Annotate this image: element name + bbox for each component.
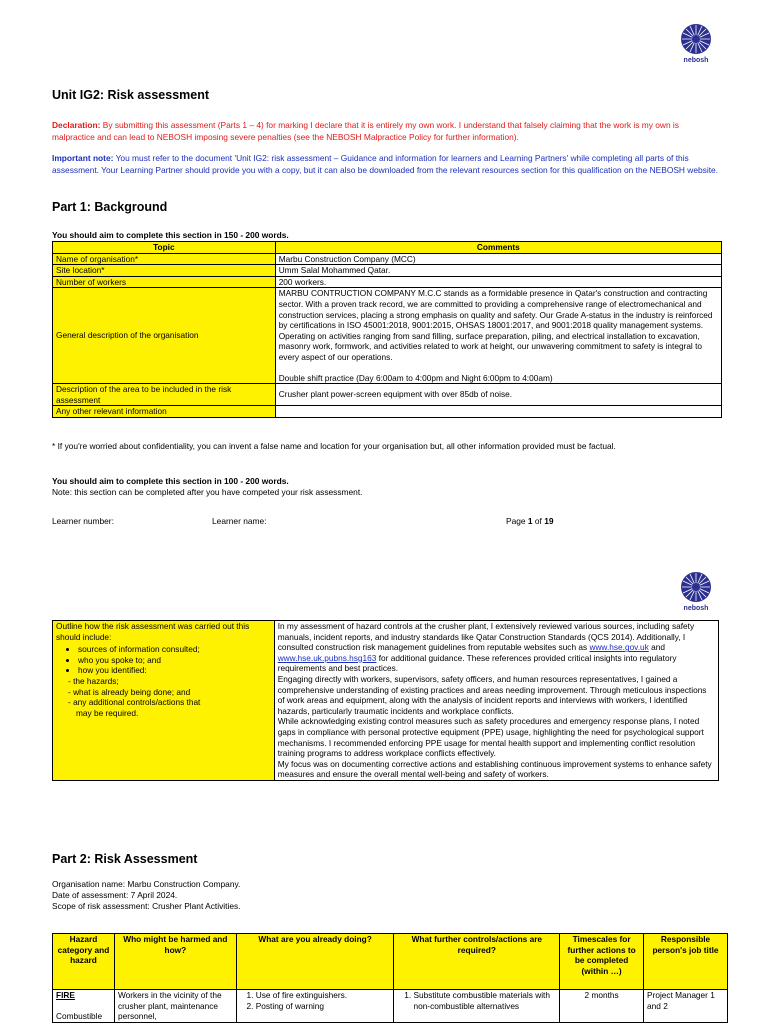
list-item: 1. Substitute combustible materials with non-combustible alternatives [413, 990, 556, 1011]
outline-text: and [648, 642, 665, 653]
hazard-name: Combustible [56, 1010, 103, 1021]
hsg163-link[interactable]: www.hse.uk.pubns.hsg163 [277, 652, 377, 663]
nebosh-logo [676, 570, 716, 622]
confidentiality-note: * If you're worried about confidentiality, you can invent a false name and location for your organisation but, all other information provided must be factual. [52, 441, 616, 451]
doing-list [240, 990, 391, 1011]
outline-answer-cell [274, 621, 718, 781]
declaration [52, 120, 722, 143]
page-of: of [532, 516, 545, 526]
topic-cell: Name of organisation* [53, 253, 276, 265]
comment-cell: 200 workers. [275, 276, 721, 288]
page-prefix: Page [506, 516, 528, 526]
outline-paragraph: While acknowledging existing control measures such as safety procedures and emergency response plans, I noted gaps in compliance with personal protective equipment (PPE) usage, highlighting the need for psychological support mechanisms. I recommended enforcing PPE usage for mental health support and implementing conflict resolution training programs to address workplace conflicts effectively. [277, 716, 704, 759]
outline-text: In my assessment of hazard controls at the crusher plant, I extensively reviewed various sources, including safety manuals, incident reports, and industry standards like Qatar Construction Standards (QCS 2014). Additionally, I consulted construction risk management guidelines from reputable websites such as [277, 621, 695, 653]
org-name: Organisation name: Marbu Construction Company. [52, 879, 241, 889]
part2-title: Part 2: Risk Assessment [52, 852, 198, 866]
important-text: You must refer to the document 'Unit IG2: risk assessment – Guidance and information for learners and Learning Partners' while completing all parts of this assessment. Your Learning Partner should provide you with a copy, but it can also be downloaded from the relevant resources section for this qualification on the NEBOSH website. [52, 153, 719, 175]
col-topic: Topic [53, 242, 276, 254]
outline-paragraph [278, 621, 715, 674]
outline-paragraph: My focus was on documenting corrective actions and establishing continuous improvement systems to enhance safety measures and ensure the overall mental well-being and safety of workers. [277, 758, 712, 780]
list-item: may be required. [76, 707, 139, 718]
col-comments: Comments [275, 242, 721, 254]
list-item: • sources of information consulted; [78, 644, 271, 655]
table-row [53, 265, 722, 277]
globe-icon [679, 570, 713, 604]
person-cell: Project Manager 1 and 2 [644, 990, 728, 1023]
list-item: - any additional controls/actions that [68, 697, 201, 708]
table-row [53, 406, 722, 418]
learner-name: Learner name: [212, 516, 267, 526]
background-table [52, 241, 722, 418]
comment-cell: Marbu Construction Company (MCC) [275, 253, 721, 265]
outline-bullets [56, 644, 271, 676]
topic-cell: Any other relevant information [53, 406, 276, 418]
topic-cell: General description of the organisation [53, 288, 276, 384]
outline-table [52, 620, 719, 781]
further-list [397, 990, 556, 1011]
topic-cell: Number of workers [53, 276, 276, 288]
declaration-label: Declaration: [52, 120, 101, 130]
list-item: • how you identified: [78, 665, 271, 676]
comment-cell: Crusher plant power-screen equipment with over 85db of noise. [275, 384, 721, 406]
page-num: 1 [527, 516, 533, 526]
outline-prompt-cell [53, 621, 275, 781]
globe-icon [679, 22, 713, 56]
table-row [53, 288, 722, 384]
table-row [53, 384, 722, 406]
topic-cell: Site location* [53, 265, 276, 277]
logo-text: nebosh [683, 605, 709, 612]
part1b-note: Note: this section can be completed after you have competed your risk assessment. [52, 487, 363, 497]
page-total: 19 [544, 516, 554, 526]
doing-cell [236, 990, 394, 1023]
part1b-instruction-text: You should aim to complete this section in 100 - 200 words. [52, 476, 289, 486]
outline-paragraph: Engaging directly with workers, supervisors, safety officers, and human resources representatives, I gained a comprehensive understanding of existing practices and areas needing improvement. Through meticulous inspections of work areas and equipment, along with the analysis of incident reports and interviews with workers, I identified hazards, particularly traumatic incidents and workplace conflicts. [277, 673, 707, 716]
comment-cell [275, 406, 721, 418]
page-number [506, 516, 554, 526]
table-row [53, 276, 722, 288]
part1-instruction-text: You should aim to complete this section in 150 - 200 words. [52, 230, 289, 240]
part1b-instruction [52, 476, 289, 487]
table-row [53, 621, 719, 781]
list-item: 1. Use of fire extinguishers. [256, 990, 391, 1001]
hazard-category: FIRE [56, 990, 75, 1000]
assessment-scope: Scope of risk assessment: Crusher Plant Activities. [52, 901, 241, 911]
important-label: Important note: [52, 153, 114, 163]
further-cell [394, 990, 560, 1023]
col-doing: What are you already doing? [236, 934, 394, 990]
list-item: - the hazards; [68, 675, 119, 686]
col-further: What further controls/actions are required? [394, 934, 560, 990]
list-item: • who you spoke to; and [78, 655, 271, 666]
part1-instruction [52, 230, 289, 241]
table-row [53, 990, 728, 1023]
topic-cell: Description of the area to be included in the risk assessment [53, 384, 276, 406]
logo-text: nebosh [683, 57, 709, 64]
col-person: Responsible person's job title [644, 934, 728, 990]
timescale-cell: 2 months [560, 990, 644, 1023]
assessment-date: Date of assessment: 7 April 2024. [52, 890, 178, 900]
hazard-cell [53, 990, 115, 1023]
important-note [52, 153, 722, 176]
learner-number: Learner number: [52, 516, 114, 526]
outline-text: for additional guidance. These references provided critical insights into regulatory requirements and best practices. [277, 652, 677, 674]
org-description: MARBU CONTRUCTION COMPANY M.C.C stands as a formidable presence in Qatar's construction and contracting sector. With a proven track record, we are committed to providing a comprehensive range of electromechanical and construction services, placing a strong emphasis on quality and safety. Our Grade A-status in the industry is reinforced by certifications in ISO 45001:2018, 9001:2015, OHSAS 18001:2017, and 9001:2018 quality management systems. Operating on activities ranging from sand filling, surface preparation, piling, and electrical installation to excavation, masonry work, formwork, and activities related to work at height, our unwavering commitment to safety is integral to every aspect of our operations. [278, 288, 713, 362]
col-hazard: Hazard category and hazard [53, 934, 115, 990]
comment-cell [275, 288, 721, 384]
list-item: 2. Posting of warning [256, 1001, 391, 1012]
col-timescale: Timescales for further actions to be completed (within …) [560, 934, 644, 990]
comment-cell: Umm Salal Mohammed Qatar. [275, 265, 721, 277]
unit-title: Unit IG2: Risk assessment [52, 88, 210, 102]
part1-title: Part 1: Background [52, 200, 168, 214]
shift-pattern: Double shift practice (Day 6:00am to 4:00pm and Night 6:00pm to 4:00am) [278, 372, 553, 383]
risk-assessment-table [52, 933, 728, 1023]
table-row [53, 253, 722, 265]
col-who: Who might be harmed and how? [114, 934, 236, 990]
declaration-text: By submitting this assessment (Parts 1 – 4) for marking I declare that it is entirely my own work. I understand that falsely claiming that the work is my own is malpractice and can lead to NEBOSH imposing severe penalties (see the NEBOSH Malpractice Policy for further information). [52, 120, 679, 142]
nebosh-logo [676, 22, 716, 74]
hse-link[interactable]: www.hse.gov.uk [589, 642, 649, 653]
outline-intro: Outline how the risk assessment was carried out this should include: [56, 621, 250, 642]
list-item: - what is already being done; and [68, 686, 191, 697]
who-cell: Workers in the vicinity of the crusher plant, maintenance personnel, [114, 990, 236, 1023]
